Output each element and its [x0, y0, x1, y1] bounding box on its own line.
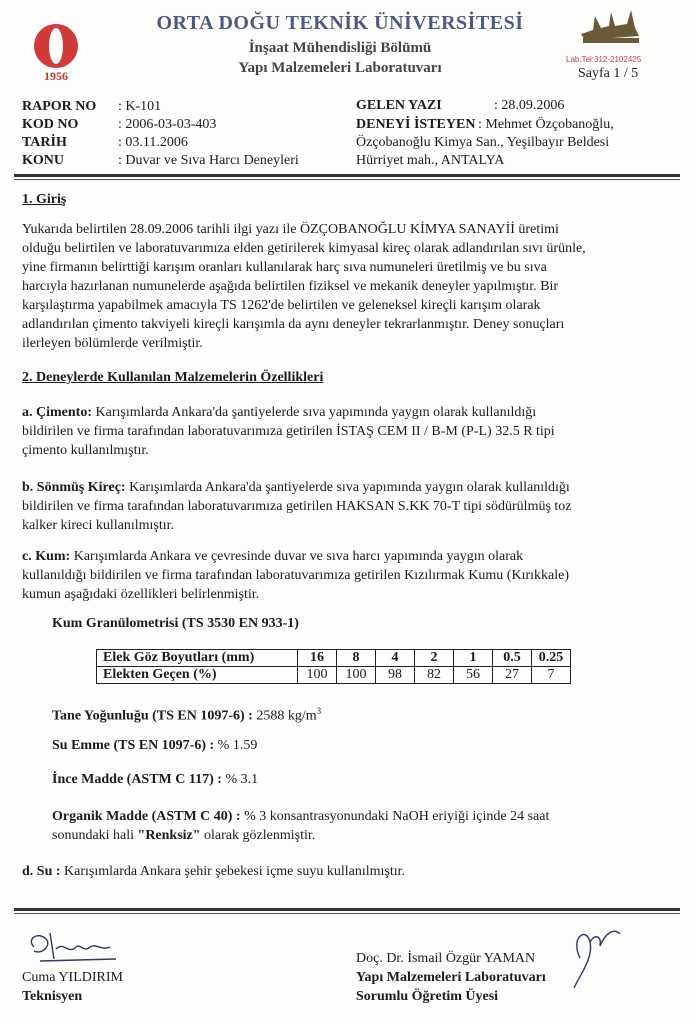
- meta-value-konu: Duvar ve Sıva Harcı Deneyleri: [125, 153, 299, 168]
- technician-signature-icon: [20, 925, 130, 970]
- item-b-sonmus-kirec: b. Sönmüş Kireç: Karışımlarda Ankara'da şantiyelerde sıva yapımında yaygın olarak kullanıldığı bildirilen ve firma tarafından laboratuvarımıza getirilen HAKSAN S.KK 70-T tipi södürülmüş toz kalker kireci kullanılmıştır.: [22, 480, 572, 533]
- footer-divider: [14, 908, 680, 911]
- item-a-label: a. Çimento:: [22, 405, 92, 420]
- laboratory-title: Yapı Malzemeleri Laboratuvarı: [238, 60, 442, 76]
- table-row: Elek Göz Boyutları (mm) 16 8 4 2 1 0.5 0.25: [97, 650, 571, 667]
- granulometry-table: [96, 649, 571, 684]
- supervisor-signature-icon: [560, 918, 630, 990]
- meta-value-deneyi-isteyen-1: Mehmet Özçobanoğlu,: [485, 117, 614, 132]
- su-emme: Su Emme (TS EN 1097-6) : % 1.59: [52, 738, 258, 753]
- section-1-text: Yukarıda belirtilen 28.09.2006 tarihli ilgi yazı ile ÖZÇOBANOĞLU KİMYA SANAYİİ üretimi olduğu belirtilen ve laboratuvarımıza elden getirilerek kimyasal kireç olarak adlandırılan sıvı ürünle, yine firmanın belirttiği karışım oranları kullanılarak harç sıva numuneleri üretilmiş ve bu sıva harcıyla hazırlanan numunelerde aşağıda belirtilen fiziksel ve mekanik deneyler yapılmıştır. Bir karşılaştırma yapabilmek amacıyla TS 1262'de belirtilen ve geleneksel kireçli karışım olarak adlandırılan çimento takviyeli kireçli karışımla da aynı deneyler tekrarlanmıştır. Deney sonuçları ilerleyen bölümlerde verilmiştir.: [22, 222, 586, 351]
- meta-key-gelen-yazi: GELEN YAZI: [356, 98, 442, 113]
- granulometry-title: Kum Granülometrisi (TS 3530 EN 933-1): [52, 616, 299, 631]
- table-row-label: Elekten Geçen (%): [97, 667, 298, 684]
- meta-key-deneyi-isteyen: DENEYİ İSTEYEN: [356, 117, 476, 132]
- logo-year: 1956: [44, 69, 68, 83]
- item-a-cimento: a. Çimento: Karışımlarda Ankara'da şantiyelerde sıva yapımında yaygın olarak kullanıldığı bildirilen ve firma tarafından laboratuvarımıza getirilen İSTAŞ CEM II / B-M (P-L) 32.5 R tipi çimento kullanılmıştır.: [22, 405, 555, 458]
- technician-name: Cuma YILDIRIM: [22, 970, 123, 985]
- meta-value-deneyi-isteyen-3: Hürriyet mah., ANTALYA: [356, 153, 505, 168]
- supervisor-role-title: Sorumlu Öğretim Üyesi: [356, 989, 499, 1004]
- tane-yogunlugu: Tane Yoğunluğu (TS EN 1097-6) : 2588 $kg/m^3$: [52, 706, 322, 724]
- meta-key-rapor-no: RAPOR NO: [22, 99, 97, 114]
- section-2-title: 2. Deneylerde Kullanılan Malzemelerin Özellikleri: [22, 370, 324, 385]
- header-divider: [14, 174, 680, 177]
- item-c-label: c. Kum:: [22, 549, 71, 564]
- meta-value-kod-no: 2006-03-03-403: [125, 117, 217, 132]
- table-row: Elekten Geçen (%) 100 100 98 82 56 27 7: [97, 667, 571, 684]
- meta-value-rapor-no: K-101: [125, 99, 162, 114]
- meta-key-kod-no: KOD NO: [22, 117, 79, 132]
- page-number: Sayfa 1 / 5: [578, 66, 639, 81]
- supervisor-role-lab: Yapı Malzemeleri Laboratuvarı: [356, 970, 546, 985]
- lab-telephone: Lab.Tel:312-2102425: [566, 55, 642, 64]
- supervisor-name: Doç. Dr. İsmail Özgür YAMAN: [356, 951, 536, 966]
- university-title: ORTA DOĞU TEKNİK ÜNİVERSİTESİ: [156, 12, 524, 34]
- lab-seal-icon: [575, 6, 645, 50]
- meta-value-tarih: 03.11.2006: [125, 135, 188, 150]
- item-c-kum: c. Kum: Karışımlarda Ankara ve çevresinde duvar ve sıva harcı yapımında yaygın olarak kullanıldığı bildirilen ve firma tarafından laboratuvarımıza getirilen Kızılırmak Kumu (Kırıkkale) kumun aşağıdaki özellikleri belirlenmiştir.: [22, 549, 569, 602]
- item-d-label: d. Su :: [22, 864, 61, 879]
- header-divider-thin: [14, 179, 680, 180]
- department-title: İnşaat Mühendisliği Bölümü: [248, 40, 432, 56]
- meta-key-tarih: TARİH: [22, 135, 67, 150]
- section-1-title: 1. Giriş: [22, 192, 67, 207]
- organik-madde: Organik Madde (ASTM C 40) : % 3 konsantrasyonundaki NaOH eriyiği içinde 24 saat sonundaki hali "Renksiz" olarak gözlenmiştir.: [52, 809, 550, 843]
- table-row-label: Elek Göz Boyutları (mm): [97, 650, 298, 667]
- meta-key-konu: KONU: [22, 153, 64, 168]
- item-d-su: d. Su : Karışımlarda Ankara şehir şebekesi içme suyu kullanılmıştır.: [22, 864, 406, 879]
- metu-logo: [20, 18, 92, 84]
- meta-value-gelen-yazi: 28.09.2006: [501, 98, 565, 113]
- ince-madde: İnce Madde (ASTM C 117) : % 3.1: [52, 772, 259, 787]
- technician-role: Teknisyen: [22, 989, 83, 1004]
- meta-value-deneyi-isteyen-2: Özçobanoğlu Kimya San., Yeşilbayır Beldesi: [356, 135, 610, 150]
- item-b-label: b. Sönmüş Kireç:: [22, 480, 126, 495]
- footer-divider-thin: [14, 913, 680, 914]
